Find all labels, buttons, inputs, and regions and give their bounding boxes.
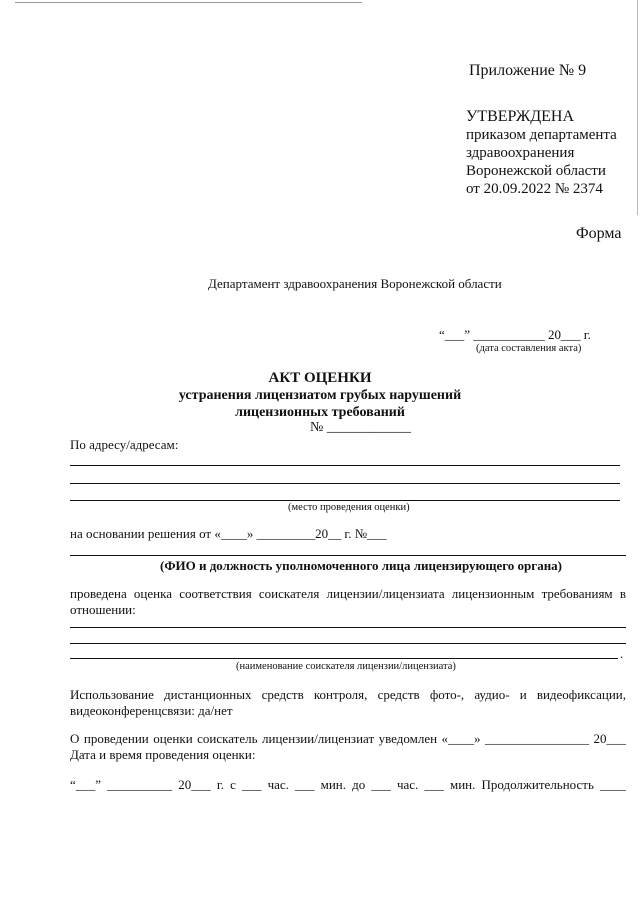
- assessment-caption: (наименование соискателя лицензии/лицензиата): [236, 661, 456, 672]
- assessment-line-b: [70, 643, 626, 644]
- act-date-field: “___” ___________ 20___ г.: [439, 327, 591, 342]
- remote-tools-line-1: Использование дистанционных средств контроля, средств фото-, аудио- и видеофиксации,: [70, 687, 626, 702]
- assessment-line-c: [70, 658, 618, 659]
- approved-line-1: приказом департамента: [466, 127, 617, 143]
- act-subtitle-1: устранения лицензиатом грубых нарушений: [178, 388, 462, 403]
- address-line-2: [70, 483, 620, 484]
- approved-title: УТВЕРЖДЕНА: [466, 108, 575, 125]
- assessment-line-2: отношении:: [70, 602, 136, 617]
- act-subtitle-2: лицензионных требований: [235, 405, 405, 420]
- act-number: № ____________: [310, 420, 411, 435]
- assessment-dot: .: [620, 646, 624, 661]
- approved-line-4: от 20.09.2022 № 2374: [466, 181, 603, 197]
- decision-caption: (ФИО и должность уполномоченного лица лицензирующего органа): [160, 558, 563, 573]
- address-caption: (место проведения оценки): [288, 502, 410, 513]
- address-label: По адресу/адресам:: [70, 437, 179, 452]
- appendix-label: Приложение № 9: [469, 62, 587, 79]
- datetime-label: Дата и время проведения оценки:: [70, 747, 256, 762]
- time-row: “___” __________ 20___ г. с ___ час. ___ мин. до ___ час. ___ мин. Продолжительность ____: [70, 777, 626, 792]
- act-title: АКТ ОЦЕНКИ: [268, 370, 372, 386]
- decision-line: [70, 555, 626, 556]
- assessment-line-a: [70, 627, 626, 628]
- remote-tools-line-2: видеоконференцсвязи: да/нет: [70, 703, 233, 718]
- notification-text: О проведении оценки соискатель лицензии/лицензиат уведомлен «____» ________________ 20___: [70, 731, 626, 746]
- decision-text: на основании решения от «____» _________20__ г. №___: [70, 526, 387, 541]
- form-label: Форма: [576, 225, 622, 242]
- scan-top-rule: [15, 2, 362, 3]
- scan-right-edge: [637, 0, 638, 215]
- address-line-3: [70, 500, 620, 501]
- department-name: Департамент здравоохранения Воронежской области: [208, 276, 502, 291]
- address-line-1: [70, 465, 620, 466]
- approved-line-3: Воронежской области: [466, 163, 606, 179]
- approved-line-2: здравоохранения: [466, 145, 575, 161]
- act-date-caption: (дата составления акта): [476, 343, 582, 354]
- assessment-line-1: проведена оценка соответствия соискателя лицензии/лицензиата лицензионным требованиям в: [70, 586, 626, 601]
